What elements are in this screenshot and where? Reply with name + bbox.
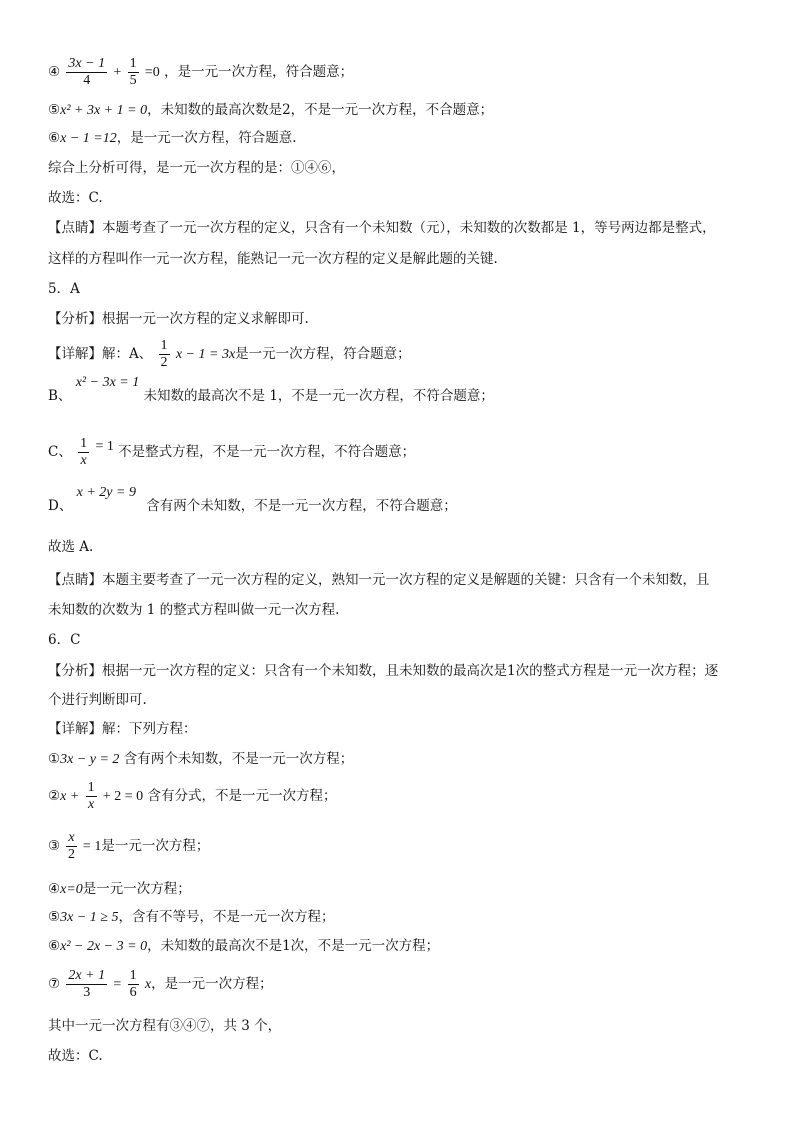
circled-number: ① — [48, 751, 61, 767]
circled-number: ③ — [48, 838, 61, 854]
equation: 3x − y = 2 — [60, 752, 120, 767]
equation: 3x − 1 ≥ 5 — [60, 910, 119, 925]
solution-line-5: ⑤x² + 3x + 1 = 0，未知数的最高次数是2，不是一元一次方程，不合题意； — [48, 102, 494, 118]
circled-number: ⑤ — [48, 102, 61, 118]
equation: x² + 3x + 1 = 0 — [60, 103, 148, 118]
fraction: $\frac{x}{2}$ — [68, 830, 76, 862]
summary-line: 其中一元一次方程有③④⑦，共 3 个， — [48, 1018, 282, 1034]
fraction: $\frac{1}{2}$ — [160, 338, 168, 370]
detail-option-a: 【详解】解：A、 $\frac{1}{2}$ x − 1 = 3x是一元一次方程，符合题意； — [48, 338, 411, 370]
fraction: $\frac{1}{5}$ — [129, 56, 137, 88]
equation-item-2: ②x + $\frac{1}{x}$ + 2 = 0 含有分式，不是一元一次方程； — [48, 780, 337, 812]
equation: x² − 2x − 3 = 0 — [60, 939, 148, 954]
analysis-line: 【分析】根据一元一次方程的定义求解即可. — [48, 311, 309, 327]
equation: x − 1 =12 — [60, 131, 117, 146]
fraction: $\frac{1}{6}$ — [129, 968, 137, 1000]
fraction: $\frac{3x - 1}{4}$ — [68, 56, 106, 88]
question-number: 6．C — [48, 632, 81, 648]
equation-item-1: ①3x − y = 2 含有两个未知数，不是一元一次方程； — [48, 751, 354, 767]
circled-number: ⑥ — [48, 938, 61, 954]
solution-line-6: ⑥x − 1 =12，是一元一次方程，符合题意. — [48, 130, 297, 146]
answer-line: 故选：C. — [48, 1048, 103, 1064]
equation: x² − 3x = 1 — [75, 375, 140, 390]
circled-number: ⑤ — [48, 909, 61, 925]
solution-line-4: ④ $\frac{3x - 1}{4}$ + $\frac{1}{5}$ =0 ，是一元一次方程，符合题意； — [48, 56, 354, 88]
circled-number: ④ — [48, 881, 61, 897]
equation-item-6: ⑥x² − 2x − 3 = 0，未知数的最高次不是1次，不是一元一次方程； — [48, 938, 440, 954]
circled-number: ② — [48, 788, 61, 804]
circled-number: ⑥ — [48, 130, 61, 146]
summary-line: 综合上分析可得，是一元一次方程的是：①④⑥， — [48, 160, 345, 176]
equation: x − 1 = 3x — [175, 347, 236, 362]
comment-line: 【点睛】本题主要考查了一元一次方程的定义，熟知一元一次方程的定义是解题的关键：只含有一个未知数，且 — [48, 572, 710, 588]
equation-item-3: ③ $\frac{x}{2}$ = 1是一元一次方程； — [48, 830, 210, 862]
comment-line: 未知数的次数为 1 的整式方程叫做一元一次方程. — [48, 602, 340, 618]
detail-line: 【详解】解：下列方程： — [48, 721, 197, 737]
fraction: $\frac{1}{x}$ — [87, 780, 95, 812]
question-number: 5．A — [48, 281, 80, 297]
fraction: $\frac{1}{x}$ — [80, 436, 88, 468]
equation-item-5: ⑤3x − 1 ≥ 5，含有不等号，不是一元一次方程； — [48, 909, 335, 925]
answer-line: 故选：C. — [48, 190, 103, 206]
equation-item-4: ④x=0是一元一次方程； — [48, 881, 191, 897]
answer-line: 故选 A. — [48, 539, 94, 555]
equation: x=0 — [60, 882, 83, 897]
detail-option-d: D、 x + 2y = 9 含有两个未知数，不是一元一次方程，不符合题意； — [48, 485, 457, 514]
analysis-line: 个进行判断即可. — [48, 692, 147, 708]
circled-number: ④ — [48, 64, 61, 80]
fraction: $\frac{2x + 1}{3}$ — [68, 968, 106, 1000]
equation: x + 2y = 9 — [76, 485, 136, 500]
detail-option-c: C、 $\frac{1}{x}$ = 1 不是整式方程，不是一元一次方程，不符合题意； — [48, 436, 416, 468]
comment-line: 【点睛】本题考查了一元一次方程的定义，只含有一个未知数（元），未知数的次数都是 1，等号两边都是整式， — [48, 220, 716, 236]
analysis-line: 【分析】根据一元一次方程的定义：只含有一个未知数，且未知数的最高次是1次的整式方程是一元一次方程；逐 — [48, 663, 719, 679]
detail-option-b: B、 x² − 3x = 1 未知数的最高次不是 1，不是一元一次方程，不符合题意； — [48, 375, 494, 404]
circled-number: ⑦ — [48, 976, 61, 992]
comment-line: 这样的方程叫作一元一次方程，能熟记一元一次方程的定义是解此题的关键. — [48, 251, 498, 267]
equation-item-7: ⑦ $\frac{2x + 1}{3}$ = $\frac{1}{6}$ x，是一元一次方程； — [48, 968, 273, 1000]
